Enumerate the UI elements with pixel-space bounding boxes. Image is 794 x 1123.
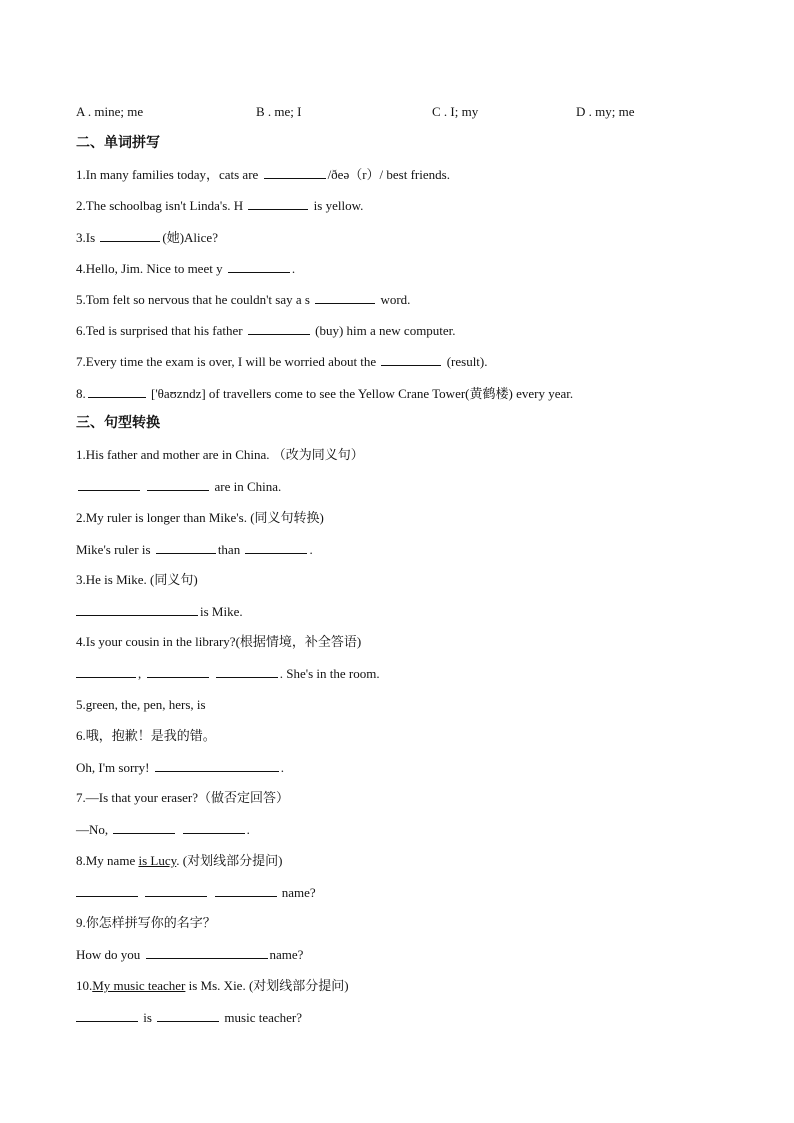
answer-blank[interactable]: [315, 291, 375, 304]
answer-blank[interactable]: [76, 1009, 138, 1022]
transform-q2-answer: Mike's ruler is than .: [76, 542, 313, 557]
transform-q4-answer: , . She's in the room.: [76, 665, 380, 682]
underlined-phrase: is Lucy: [138, 853, 177, 868]
transform-q9-prompt: 9.你怎样拼写你的名字？: [76, 915, 216, 930]
answer-blank[interactable]: [145, 884, 207, 897]
spelling-q6: 6.Ted is surprised that his father (buy) him a new computer.: [76, 323, 456, 338]
answer-blank[interactable]: [183, 821, 245, 834]
answer-blank[interactable]: [76, 884, 138, 897]
transform-q6-answer: Oh, I'm sorry! .: [76, 760, 284, 775]
answer-blank[interactable]: [156, 541, 216, 554]
spelling-q1: 1.In many families today，cats are /ðeə（r）/ best friends.: [76, 167, 450, 182]
answer-blank[interactable]: [248, 197, 308, 210]
answer-blank[interactable]: [381, 353, 441, 366]
transform-q8-prompt: 8.My name is Lucy. (对划线部分提问): [76, 853, 283, 868]
section-title-transform: 三、句型转换: [76, 415, 160, 431]
transform-q5-prompt: 5.green, the, pen, hers, is: [76, 697, 206, 712]
transform-q4-prompt: 4.Is your cousin in the library?(根据情境，补全答语): [76, 634, 362, 649]
answer-blank[interactable]: [147, 665, 209, 678]
option-d: D . my; me: [576, 104, 635, 119]
answer-blank[interactable]: [113, 821, 175, 834]
transform-q2-prompt: 2.My ruler is longer than Mike's. (同义句转换): [76, 510, 324, 525]
answer-blank[interactable]: [100, 229, 160, 242]
transform-q8-answer: name?: [76, 884, 316, 901]
answer-blank[interactable]: [216, 665, 278, 678]
answer-blank[interactable]: [248, 322, 310, 335]
transform-q6-prompt: 6.哦，抱歉！是我的错。: [76, 728, 216, 743]
answer-blank[interactable]: [88, 385, 146, 398]
transform-q3-prompt: 3.He is Mike. (同义句): [76, 572, 198, 587]
transform-q9-answer: How do you name?: [76, 947, 304, 962]
answer-blank[interactable]: [245, 541, 307, 554]
answer-blank[interactable]: [228, 260, 290, 273]
answer-blank[interactable]: [147, 478, 209, 491]
answer-blank[interactable]: [78, 478, 140, 491]
answer-blank[interactable]: [157, 1009, 219, 1022]
transform-q7-prompt: 7.—Is that your eraser?（做否定回答）: [76, 790, 290, 805]
transform-q10-prompt: 10.My music teacher is Ms. Xie. (对划线部分提问): [76, 978, 349, 993]
transform-q7-answer: —No, .: [76, 822, 250, 837]
option-a: A . mine; me: [76, 104, 144, 119]
spelling-q5: 5.Tom felt so nervous that he couldn't say a s word.: [76, 292, 411, 307]
transform-q3-answer: is Mike.: [76, 603, 243, 620]
spelling-q2: 2.The schoolbag isn't Linda's. H is yellow.: [76, 198, 364, 213]
answer-blank[interactable]: [264, 166, 326, 179]
answer-blank[interactable]: [215, 884, 277, 897]
answer-blank[interactable]: [155, 759, 279, 772]
answer-blank[interactable]: [146, 946, 268, 959]
section-title-spelling: 二、单词拼写: [76, 135, 160, 151]
spelling-q3: 3.Is (她)Alice?: [76, 230, 218, 245]
option-b: B . me; I: [256, 104, 302, 119]
spelling-q8: 8. ['θaʊzndz] of travellers come to see the Yellow Crane Tower(黄鹤楼) every year.: [76, 386, 574, 401]
transform-q1-prompt: 1.His father and mother are in China. （改为同义句）: [76, 447, 364, 462]
underlined-phrase: My music teacher: [92, 978, 186, 993]
answer-blank[interactable]: [76, 665, 136, 678]
answer-blank[interactable]: [76, 603, 198, 616]
transform-q10-answer: is music teacher?: [76, 1009, 302, 1026]
spelling-q7: 7.Every time the exam is over, I will be worried about the (result).: [76, 354, 488, 369]
transform-q1-answer: are in China.: [76, 478, 281, 495]
spelling-q4: 4.Hello, Jim. Nice to meet y .: [76, 261, 296, 276]
option-c: C . I; my: [432, 104, 479, 119]
